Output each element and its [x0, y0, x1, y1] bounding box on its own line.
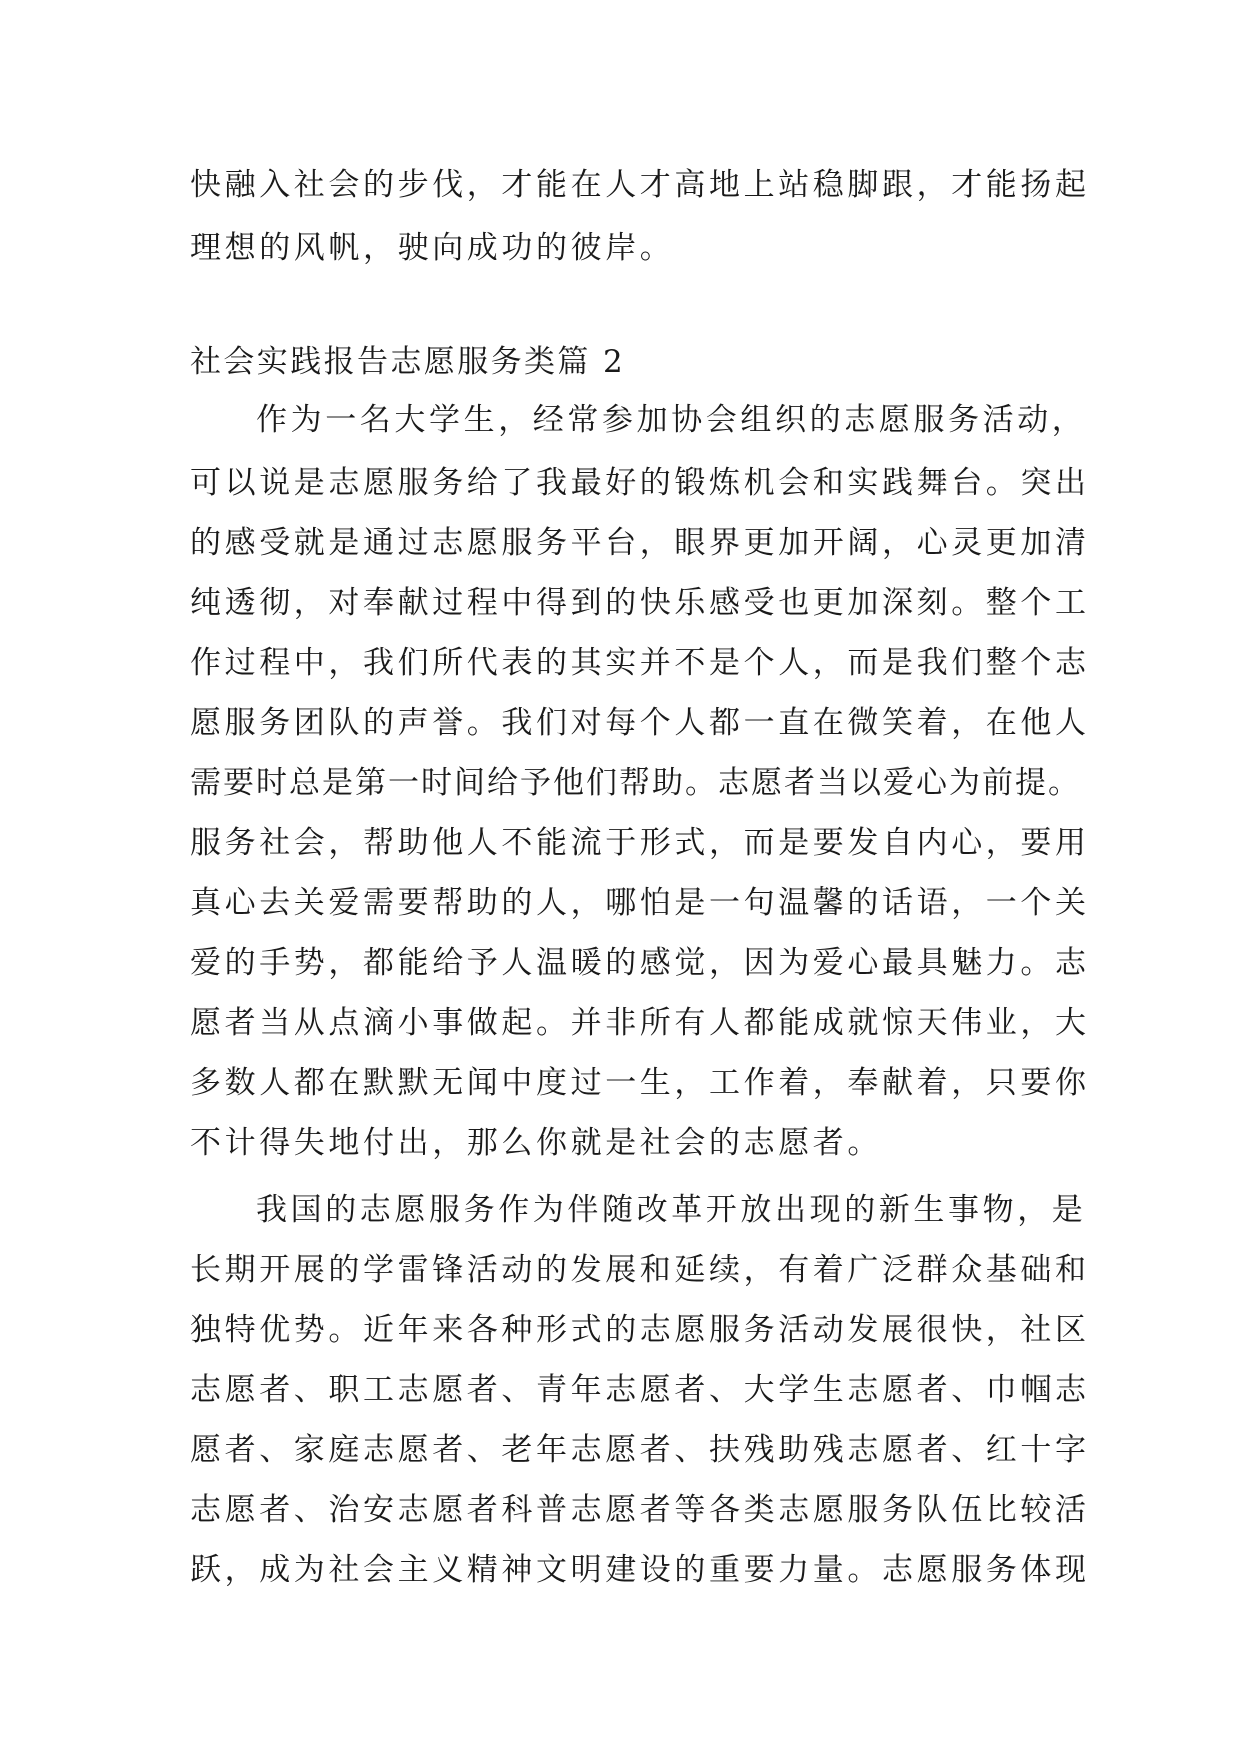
section-heading: 社会实践报告志愿服务类篇 2 — [190, 344, 626, 380]
text-line: 的感受就是通过志愿服务平台，眼界更加开阔，心灵更加清 — [190, 525, 1090, 561]
text-line: 纯透彻，对奉献过程中得到的快乐感受也更加深刻。整个工 — [190, 585, 1090, 621]
text-line: 独特优势。近年来各种形式的志愿服务活动发展很快，社区 — [190, 1312, 1090, 1348]
text-line: 愿者当从点滴小事做起。并非所有人都能成就惊天伟业，大 — [190, 1005, 1090, 1041]
text-line: 理想的风帆，驶向成功的彼岸。 — [190, 230, 675, 266]
text-line: 长期开展的学雷锋活动的发展和延续，有着广泛群众基础和 — [190, 1252, 1090, 1288]
text-line: 需要时总是第一时间给予他们帮助。志愿者当以爱心为前提。 — [190, 765, 1081, 801]
text-line: 跃，成为社会主义精神文明建设的重要力量。志愿服务体现 — [190, 1552, 1090, 1588]
text-line: 愿服务团队的声誉。我们对每个人都一直在微笑着，在他人 — [190, 705, 1090, 741]
text-line: 可以说是志愿服务给了我最好的锻炼机会和实践舞台。突出 — [190, 465, 1090, 501]
text-line: 多数人都在默默无闻中度过一生，工作着，奉献着，只要你 — [190, 1065, 1090, 1101]
text-line: 志愿者、治安志愿者科普志愿者等各类志愿服务队伍比较活 — [190, 1492, 1090, 1528]
text-line: 作过程中，我们所代表的其实并不是个人，而是我们整个志 — [190, 645, 1090, 681]
paragraph-first-line: 我国的志愿服务作为伴随改革开放出现的新生事物，是 — [256, 1192, 1087, 1228]
text-line: 爱的手势，都能给予人温暖的感觉，因为爱心最具魅力。志 — [190, 945, 1090, 981]
text-line: 愿者、家庭志愿者、老年志愿者、扶残助残志愿者、红十字 — [190, 1432, 1090, 1468]
text-line: 志愿者、职工志愿者、青年志愿者、大学生志愿者、巾帼志 — [190, 1372, 1090, 1408]
text-line: 快融入社会的步伐，才能在人才高地上站稳脚跟，才能扬起 — [190, 167, 1090, 203]
text-line: 不计得失地付出，那么你就是社会的志愿者。 — [190, 1125, 882, 1161]
text-line: 真心去关爱需要帮助的人，哪怕是一句温馨的话语，一个关 — [190, 885, 1090, 921]
paragraph-first-line: 作为一名大学生，经常参加协会组织的志愿服务活动， — [256, 402, 1087, 438]
text-line: 服务社会，帮助他人不能流于形式，而是要发自内心，要用 — [190, 825, 1090, 861]
